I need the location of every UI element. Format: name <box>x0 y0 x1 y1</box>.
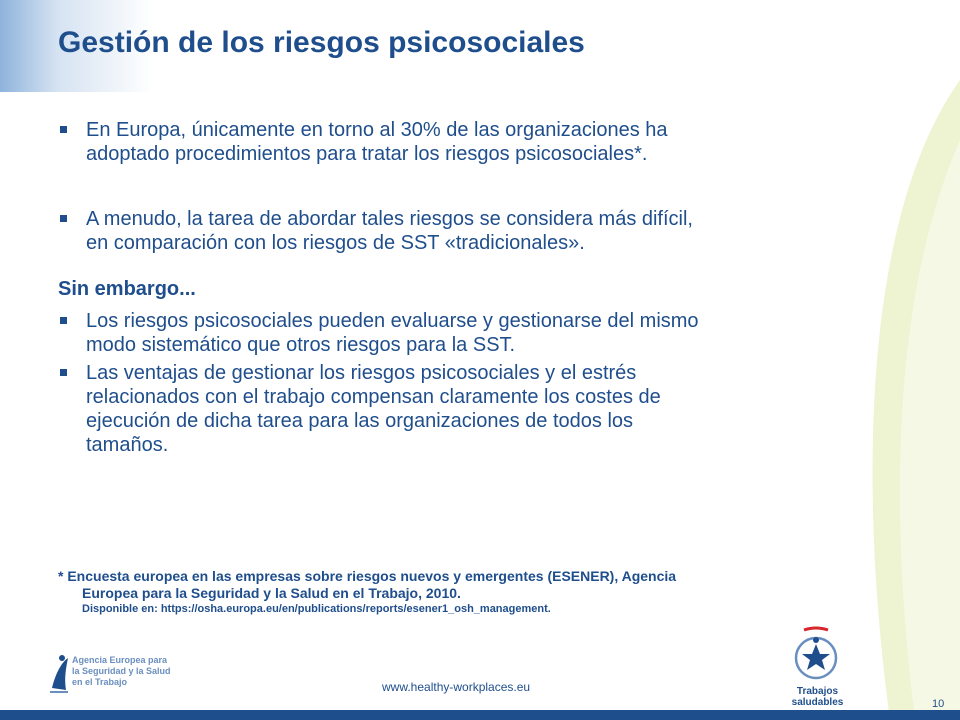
bottom-bar <box>0 710 960 720</box>
bullet-square-icon <box>60 317 67 324</box>
list-item <box>58 309 820 357</box>
bullet-line: A menudo, la tarea de abordar tales riesgos se considera más difícil, <box>86 208 693 230</box>
bullet-line: relacionados con el trabajo compensan claramente los costes de <box>86 386 661 408</box>
agency-name <box>72 655 171 688</box>
list-item <box>58 361 820 457</box>
list-item <box>58 207 820 255</box>
campaign-label: Trabajos saludables <box>791 686 844 708</box>
footnote-source: Disponible en: https://osha.europa.eu/en/publications/reports/esener1_osh_management. <box>82 603 551 615</box>
bullet-square-icon <box>60 215 67 222</box>
list-item <box>58 118 820 166</box>
bullet-line: en comparación con los riesgos de SST «tradicionales». <box>86 232 585 254</box>
website-link[interactable]: www.healthy-workplaces.eu <box>382 680 531 694</box>
subheading: Sin embargo... <box>58 278 196 300</box>
agency-line: Agencia Europea para <box>72 655 168 665</box>
bullet-line: ejecución de dicha tarea para las organizaciones de todos los <box>86 410 634 432</box>
footnote-line: Europea para la Seguridad y la Salud en el Trabajo, 2010. <box>82 585 461 601</box>
bullet-square-icon <box>60 126 67 133</box>
page-number: 10 <box>932 698 945 710</box>
bullet-square-icon <box>60 369 67 376</box>
agency-line: en el Trabajo <box>72 677 128 687</box>
bullet-line: tamaños. <box>86 434 169 456</box>
bullet-line: Las ventajas de gestionar los riesgos psicosociales y el estrés <box>86 362 637 384</box>
bullet-line: modo sistemático que otros riesgos para la SST. <box>86 334 516 356</box>
healthy-workplaces-logo-icon <box>776 626 856 686</box>
bullet-line: adoptado procedimientos para tratar los riesgos psicosociales*. <box>86 143 648 165</box>
bullet-line: Los riesgos psicosociales pueden evaluarse y gestionarse del mismo <box>86 310 699 332</box>
agency-line: la Seguridad y la Salud <box>72 666 171 676</box>
content <box>58 118 820 457</box>
bullet-line: En Europa, únicamente en torno al 30% de las organizaciones ha <box>86 119 668 141</box>
page-title: Gestión de los riesgos psicosociales <box>58 26 585 59</box>
footnote <box>58 568 820 616</box>
footnote-line: * Encuesta europea en las empresas sobre riesgos nuevos y emergentes (ESENER), Agencia <box>58 568 677 584</box>
